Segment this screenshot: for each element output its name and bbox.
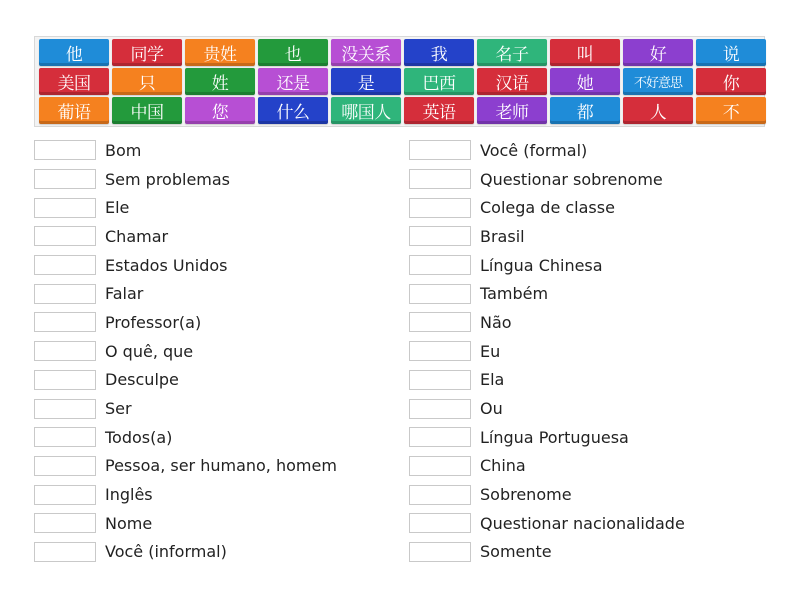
drop-slot[interactable] <box>409 427 471 447</box>
match-label: Língua Chinesa <box>480 255 603 275</box>
match-row <box>409 394 685 423</box>
drop-slot[interactable] <box>409 456 471 476</box>
word-tile[interactable]: 姓 <box>185 68 255 95</box>
word-tile[interactable]: 他 <box>39 39 109 66</box>
match-label: Colega de classe <box>480 198 615 218</box>
word-tile[interactable]: 还是 <box>258 68 328 95</box>
match-row <box>34 337 337 366</box>
right-match-column <box>409 136 685 566</box>
match-row <box>409 165 685 194</box>
word-bank <box>34 36 765 127</box>
drop-slot[interactable] <box>34 312 96 332</box>
word-tile[interactable]: 老师 <box>477 97 547 124</box>
match-label: Todos(a) <box>105 427 173 447</box>
match-row <box>409 452 685 481</box>
word-tile[interactable]: 贵姓 <box>185 39 255 66</box>
match-row <box>409 337 685 366</box>
match-label: China <box>480 456 526 476</box>
match-label: Falar <box>105 284 144 304</box>
match-row <box>409 423 685 452</box>
word-tile[interactable]: 你 <box>696 68 766 95</box>
word-tile[interactable]: 人 <box>623 97 693 124</box>
match-label: Ele <box>105 198 130 218</box>
word-tile[interactable]: 汉语 <box>477 68 547 95</box>
drop-slot[interactable] <box>409 341 471 361</box>
drop-slot[interactable] <box>34 370 96 390</box>
word-tile[interactable]: 只 <box>112 68 182 95</box>
word-tile[interactable]: 不 <box>696 97 766 124</box>
word-tile[interactable]: 都 <box>550 97 620 124</box>
word-tile[interactable]: 不好意思 <box>623 68 693 95</box>
word-tile[interactable]: 葡语 <box>39 97 109 124</box>
word-tile[interactable]: 叫 <box>550 39 620 66</box>
match-row <box>34 222 337 251</box>
match-label: Pessoa, ser humano, homem <box>105 456 337 476</box>
drop-slot[interactable] <box>34 542 96 562</box>
drop-slot[interactable] <box>34 169 96 189</box>
match-label: Nome <box>105 513 153 533</box>
drop-slot[interactable] <box>409 198 471 218</box>
word-tile[interactable]: 也 <box>258 39 328 66</box>
match-row <box>34 165 337 194</box>
match-row <box>409 480 685 509</box>
match-label: Sem problemas <box>105 169 231 189</box>
drop-slot[interactable] <box>34 198 96 218</box>
drop-slot[interactable] <box>409 542 471 562</box>
match-row <box>409 366 685 395</box>
word-tile[interactable]: 英语 <box>404 97 474 124</box>
drop-slot[interactable] <box>409 513 471 533</box>
match-row <box>409 222 685 251</box>
match-label: O quê, que <box>105 341 194 361</box>
match-label: Sobrenome <box>480 485 572 505</box>
match-label: Ela <box>480 370 505 390</box>
match-label: Eu <box>480 341 501 361</box>
match-row <box>34 366 337 395</box>
match-row <box>409 136 685 165</box>
match-row <box>409 279 685 308</box>
word-tile[interactable]: 我 <box>404 39 474 66</box>
match-row <box>34 452 337 481</box>
word-tile[interactable]: 说 <box>696 39 766 66</box>
drop-slot[interactable] <box>34 456 96 476</box>
match-row <box>409 538 685 567</box>
match-label: Brasil <box>480 226 525 246</box>
drop-slot[interactable] <box>409 399 471 419</box>
match-label: Estados Unidos <box>105 255 228 275</box>
drop-slot[interactable] <box>409 284 471 304</box>
match-label: Chamar <box>105 226 169 246</box>
match-row <box>409 193 685 222</box>
word-tile[interactable]: 是 <box>331 68 401 95</box>
drop-slot[interactable] <box>34 485 96 505</box>
word-tile[interactable]: 什么 <box>258 97 328 124</box>
match-label: Questionar nacionalidade <box>480 513 685 533</box>
word-tile[interactable]: 哪国人 <box>331 97 401 124</box>
match-row <box>34 279 337 308</box>
match-label: Desculpe <box>105 370 179 390</box>
left-match-column <box>34 136 337 566</box>
drop-slot[interactable] <box>409 226 471 246</box>
match-label: Somente <box>480 542 552 562</box>
match-row <box>34 193 337 222</box>
word-tile[interactable]: 同学 <box>112 39 182 66</box>
match-label: Professor(a) <box>105 312 202 332</box>
match-row <box>34 509 337 538</box>
match-row <box>34 308 337 337</box>
word-tile[interactable]: 名子 <box>477 39 547 66</box>
word-tile[interactable]: 好 <box>623 39 693 66</box>
drop-slot[interactable] <box>409 255 471 275</box>
word-tile[interactable]: 巴西 <box>404 68 474 95</box>
word-tile[interactable]: 她 <box>550 68 620 95</box>
match-row <box>409 251 685 280</box>
match-label: Inglês <box>105 485 153 505</box>
match-row <box>34 136 337 165</box>
word-tile[interactable]: 您 <box>185 97 255 124</box>
drop-slot[interactable] <box>409 140 471 160</box>
match-label: Não <box>480 312 512 332</box>
drop-slot[interactable] <box>34 140 96 160</box>
match-label: Ou <box>480 399 503 419</box>
match-label: Você (informal) <box>105 542 227 562</box>
drop-slot[interactable] <box>34 226 96 246</box>
match-row <box>34 423 337 452</box>
match-label: Questionar sobrenome <box>480 169 663 189</box>
drop-slot[interactable] <box>409 312 471 332</box>
match-label: Língua Portuguesa <box>480 427 629 447</box>
match-label: Ser <box>105 399 132 419</box>
drop-slot[interactable] <box>34 284 96 304</box>
drop-slot[interactable] <box>34 255 96 275</box>
word-tile[interactable]: 没关系 <box>331 39 401 66</box>
drop-slot[interactable] <box>409 169 471 189</box>
match-row <box>34 394 337 423</box>
drop-slot[interactable] <box>409 485 471 505</box>
word-tile[interactable]: 中国 <box>112 97 182 124</box>
match-row <box>34 538 337 567</box>
drop-slot[interactable] <box>34 341 96 361</box>
drop-slot[interactable] <box>34 513 96 533</box>
word-tile[interactable]: 美国 <box>39 68 109 95</box>
match-row <box>409 308 685 337</box>
drop-slot[interactable] <box>34 399 96 419</box>
match-label: Também <box>480 284 549 304</box>
match-label: Bom <box>105 140 142 160</box>
match-label: Você (formal) <box>480 140 588 160</box>
drop-slot[interactable] <box>34 427 96 447</box>
match-row <box>34 251 337 280</box>
drop-slot[interactable] <box>409 370 471 390</box>
match-row <box>34 480 337 509</box>
match-row <box>409 509 685 538</box>
